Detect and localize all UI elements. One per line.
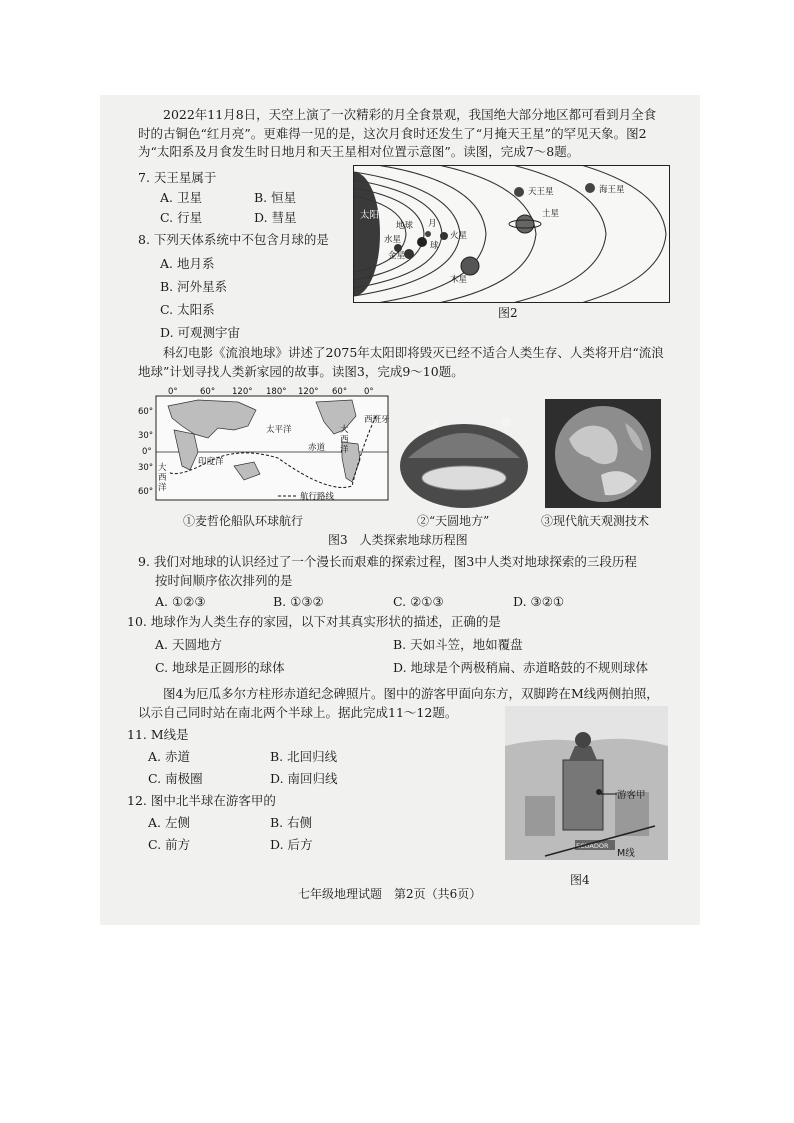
q8-option-c[interactable]: C. 太阳系 [160,302,215,317]
q8-option-b[interactable]: B. 河外星系 [160,279,228,294]
figure-3-tianyuan-difang [398,400,530,508]
tourist-figure [596,789,602,795]
equator-monument [505,706,668,860]
svg-text:印度洋: 印度洋 [198,457,224,467]
svg-text:洋: 洋 [158,483,167,493]
moon-label-2: 球 [430,241,439,251]
q7-option-b[interactable]: B. 恒星 [254,190,297,205]
uranus-label: 天王星 [528,187,554,197]
earth-label: 地球 [396,221,414,231]
svg-text:航行路线: 航行路线 [300,492,335,502]
q10-option-a[interactable]: A. 天圆地方 [155,637,222,652]
svg-text:30°: 30° [138,463,154,473]
svg-text:120°: 120° [232,387,253,397]
mars-label: 火星 [450,231,468,241]
figure-3-earth-photo [545,399,661,508]
q9-option-d[interactable]: D. ③②① [513,594,565,609]
figure-4-monument-photo [505,706,668,860]
mars-dot [440,232,448,240]
svg-text:60°: 60° [138,407,154,417]
ecuador-sign: ECUADOR [576,842,609,850]
neptune-label: 海王星 [599,185,625,195]
mercury-label: 水星 [384,235,402,245]
jupiter-dot [461,257,479,275]
question-9-stem: 9. 我们对地球的认识经过了一个漫长而艰难的探索过程，图3中人类对地球探索的三段历程 [138,554,637,569]
figure-4-caption: 图4 [570,873,590,887]
q11-option-b[interactable]: B. 北回归线 [270,749,338,764]
svg-text:西: 西 [158,473,167,483]
question-12-stem: 12. 图中北半球在游客甲的 [127,793,276,808]
figure-2-caption: 图2 [498,306,518,320]
svg-text:西班牙: 西班牙 [364,415,390,425]
figure-3-panel-3-caption: ③现代航天观测技术 [541,514,650,528]
intro-paragraph-3: 图4为厄瓜多尔方柱形赤道纪念碑照片。图中的游客甲面向东方，双脚跨在M线两侧拍照，以示自己同时站在南北两个半球上。据此完成11～12题。 [138,686,659,720]
svg-text:0°: 0° [142,447,152,457]
svg-text:赤道: 赤道 [308,443,326,453]
q7-option-c[interactable]: C. 行星 [160,210,203,225]
svg-text:120°: 120° [298,387,319,397]
figure-3-caption: 图3 人类探索地球历程图 [328,533,468,547]
solar-system-diagram [354,166,669,302]
svg-text:0°: 0° [168,387,178,397]
figure-3-world-map [138,386,393,508]
q10-option-b[interactable]: B. 天如斗笠，地如覆盘 [393,637,523,652]
jupiter-label: 木星 [450,275,468,285]
moon-dot [425,231,431,237]
question-8-stem: 8. 下列天体系统中不包含月球的是 [138,232,329,247]
q10-option-c[interactable]: C. 地球是正圆形的球体 [155,660,285,675]
q7-option-d[interactable]: D. 彗星 [254,210,297,225]
q7-option-a[interactable]: A. 卫星 [160,190,202,205]
svg-text:60°: 60° [200,387,216,397]
saturn-label: 土星 [542,209,560,219]
svg-text:大: 大 [340,425,349,435]
question-7-stem: 7. 天王星属于 [138,170,217,185]
earth-dot [417,237,427,247]
intro-paragraph-2: 科幻电影《流浪地球》讲述了2075年太阳即将毁灭已经不适合人类生存、人类将开启“流浪地球”计划寻找人类新家园的故事。读图3，完成9～10题。 [138,345,664,379]
moon-label: 月 [428,219,437,229]
svg-text:洋: 洋 [340,445,349,455]
figure-2-solar-system [353,165,670,303]
sun-label-1: 太阳 [360,210,380,221]
q12-option-b[interactable]: B. 右侧 [270,815,313,830]
intro-paragraph-1: 2022年11月8日，天空上演了一次精彩的月全食景观，我国绝大部分地区都可看到月全食时的古铜色“红月亮”。更难得一见的是，这次月食时还发生了“月掩天王星”的罕见天象。图2为“太阳系及月食发生时日地月和天王星相对位置示意图”。读图，完成7～8题。 [138,107,657,159]
q9-option-b[interactable]: B. ①③② [273,594,324,609]
saturn-dot [516,215,534,233]
svg-text:60°: 60° [138,487,154,497]
svg-text:西: 西 [340,435,349,445]
figure-3-panel-1-caption: ①麦哲伦船队环球航行 [183,514,304,528]
q8-option-a[interactable]: A. 地月系 [160,256,215,271]
q10-option-d[interactable]: D. 地球是个两极稍扁、赤道略鼓的不规则球体 [393,660,649,675]
round-sky-square-earth [398,400,530,508]
uranus-dot [514,187,524,197]
venus-label: 金星 [388,251,406,261]
q8-option-d[interactable]: D. 可观测宇宙 [160,325,241,340]
q11-option-d[interactable]: D. 南回归线 [270,771,338,786]
svg-text:180°: 180° [266,387,287,397]
q11-option-c[interactable]: C. 南极圈 [148,771,203,786]
q12-option-d[interactable]: D. 后方 [270,837,313,852]
svg-text:大: 大 [158,463,167,473]
m-line-label: M线 [617,848,635,859]
venus-dot [404,249,414,259]
magellan-route-map [138,386,393,508]
question-11-stem: 11. M线是 [127,727,189,742]
question-10-stem: 10. 地球作为人类生存的家园，以下对其真实形状的描述，正确的是 [127,614,501,629]
tourist-label: 游客甲 [617,790,646,801]
page-footer: 七年级地理试题 第2页（共6页） [298,887,482,901]
question-9-stem-2: 按时间顺序依次排列的是 [155,573,293,588]
q11-option-a[interactable]: A. 赤道 [148,749,190,764]
earth-from-space [545,399,661,508]
figure-3-panel-2-caption: ②“天圆地方” [417,514,490,528]
svg-text:30°: 30° [138,431,154,441]
neptune-dot [585,183,595,193]
q12-option-a[interactable]: A. 左侧 [148,815,190,830]
q12-option-c[interactable]: C. 前方 [148,837,191,852]
q9-option-a[interactable]: A. ①②③ [155,594,206,609]
svg-text:60°: 60° [332,387,348,397]
svg-text:0°: 0° [364,387,374,397]
svg-text:太平洋: 太平洋 [266,425,292,435]
q9-option-c[interactable]: C. ②①③ [393,594,444,609]
